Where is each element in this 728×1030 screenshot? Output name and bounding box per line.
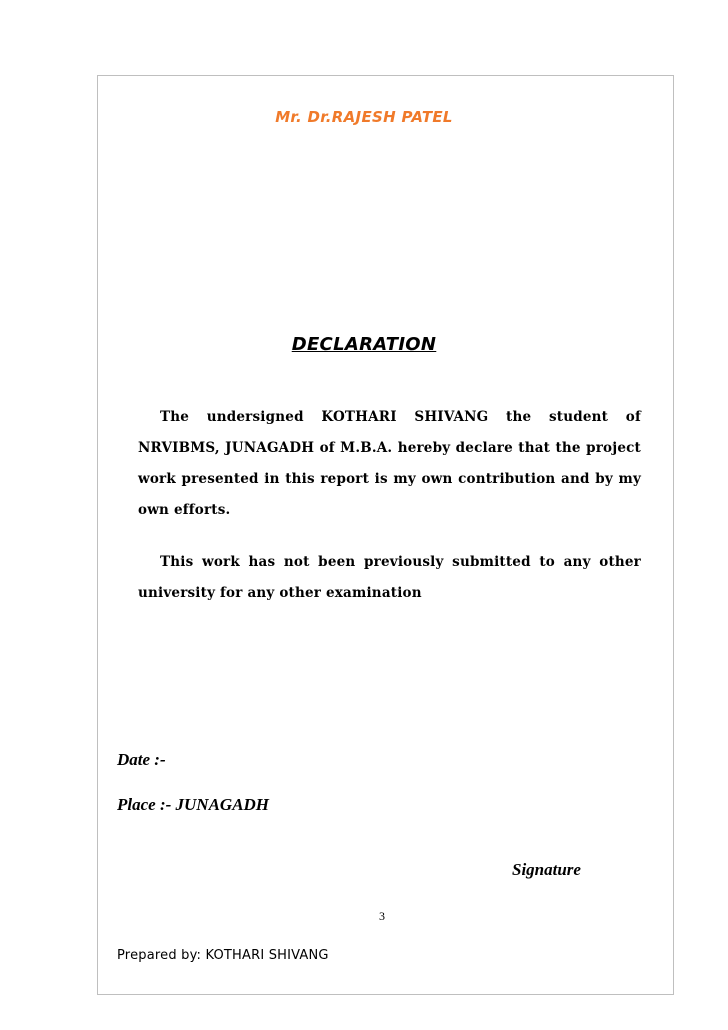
- declaration-paragraph-1: The undersigned KOTHARI SHIVANG the student of NRVIBMS, JUNAGADH of M.B.A. hereby declare that the project work presented in this report is my own contribution and by my own efforts.: [138, 409, 641, 518]
- place-label: Place :- JUNAGADH: [117, 795, 270, 814]
- declaration-title: DECLARATION: [291, 334, 437, 355]
- declaration-paragraph-2: This work has not been previously submitted to any other university for any other examination: [138, 554, 641, 601]
- date-label: Date :-: [117, 750, 166, 769]
- page-number: 3: [379, 909, 385, 923]
- page-border: [97, 75, 674, 995]
- signature-label: Signature: [512, 860, 581, 879]
- footer-prepared-by: Prepared by: KOTHARI SHIVANG: [117, 948, 329, 963]
- guide-name-heading: Mr. Dr.RAJESH PATEL: [275, 108, 453, 126]
